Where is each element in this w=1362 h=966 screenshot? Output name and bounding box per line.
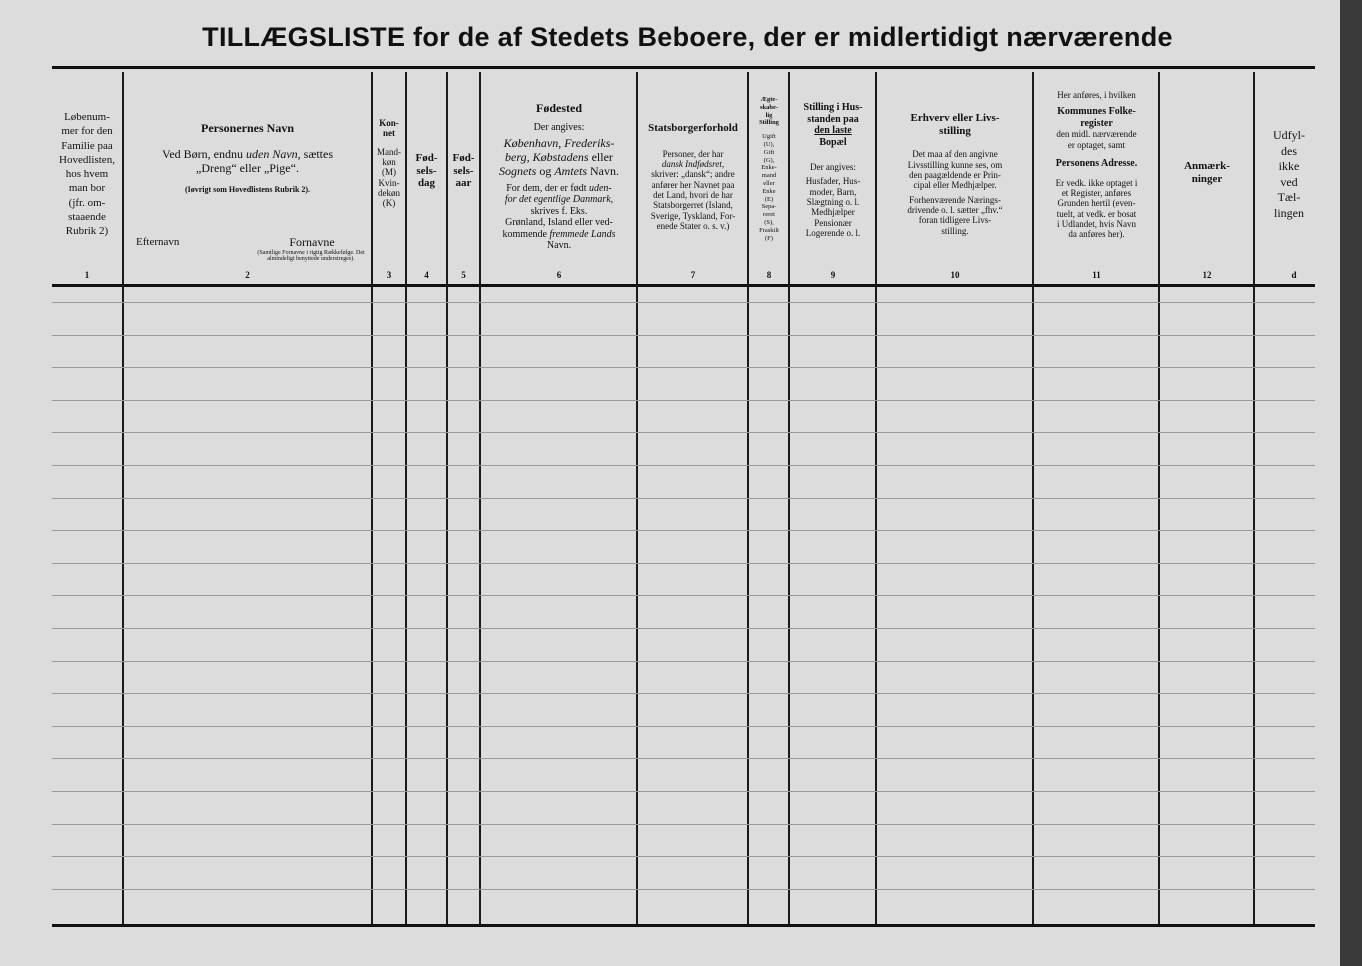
entry-row-line	[52, 856, 1315, 857]
entry-row-line	[52, 530, 1315, 531]
col3-number: 3	[386, 270, 392, 280]
entry-row-line	[52, 563, 1315, 564]
col9-number: 9	[830, 270, 836, 280]
entry-row-line	[52, 693, 1315, 694]
entry-row-line	[52, 726, 1315, 727]
entry-row-line	[52, 465, 1315, 466]
entry-row-line	[52, 791, 1315, 792]
entry-row-line	[52, 758, 1315, 759]
col6-number: 6	[556, 270, 562, 280]
forenames-subheader: Fornavne	[289, 235, 335, 249]
col5-header: Fød- sels- aar	[452, 152, 475, 190]
col4-number: 4	[424, 270, 429, 280]
col11-number: 11	[1092, 270, 1101, 280]
col8-header: Ægte- skabe- lig Stilling Ugift (U), Gift (G), Enke- mand eller Enke (E) Sepa- reret (S), Fraskilt (F)	[759, 96, 779, 242]
form-title: TILLÆGSLISTE for de af Stedets Beboere, der er midlertidigt nærværende	[202, 22, 1173, 52]
col2-number: 2	[245, 270, 250, 280]
col1-header: Løbenum- mer for den Familie paa Hovedlisten, hos hvem man bor (jfr. om- staaende Rubrik 2)	[59, 111, 115, 238]
col12-number: 12	[1202, 270, 1212, 280]
entry-row-line	[52, 432, 1315, 433]
entry-row-line	[52, 595, 1315, 596]
col1-number: 1	[84, 270, 90, 280]
col10-header: Erhverv eller Livs- stilling Det maa af den angivne Livsstilling kunne ses, om den paagældende er Prin- cipal eller Medhjælper. Forhenværende Nærings- drivende o. l. sætter „fhv.“ foran tidligere Livs- stilling.	[907, 112, 1003, 236]
col3-header: Kon- net Mand- køn (M) Kvin- dekøn (K)	[377, 118, 401, 209]
entry-row-line	[52, 661, 1315, 662]
col9-header: Stilling i Hus- standen paa den laste Bopæl Der angives: Husfader, Hus- moder, Barn, Slægtning o. l. Medhjælper Pensionær Logerende o. l.	[803, 102, 863, 239]
bottom-rule	[52, 924, 1315, 927]
surname-subheader: Efternavn	[136, 236, 180, 248]
entry-row-line	[52, 889, 1315, 890]
entry-row-line	[52, 824, 1315, 825]
entry-row-line	[52, 302, 1315, 303]
col7-number: 7	[690, 270, 696, 280]
forenames-note: (Samtlige Fornavne i rigtig Rækkefølge. Det almindeligt benyttede understreges).	[257, 250, 365, 263]
col-d-number: d	[1291, 270, 1297, 280]
top-rule	[52, 66, 1315, 69]
col10-number: 10	[950, 270, 960, 280]
col5-number: 5	[461, 270, 466, 280]
col11-header: Her anføres, i hvilken Kommunes Folke- register den midl. nærværende er optaget, samt Personens Adresse. Er vedk. ikke optaget i et Register, anføres Grunden hertil (even- tuelt, at vedk. er bosat i Udlandet, hvis Navn da anføres her).	[1055, 90, 1138, 240]
entry-row-line	[52, 335, 1315, 336]
header-bottom-rule	[52, 284, 1315, 287]
col6-header: Fødested Der angives: København, Frederiks- berg, Købstadens eller Sognets og Amtets Navn. For dem, der er født uden- for det egentlige Danmark, skrives f. Eks. Grønland, Island eller ved- kommende fremmede Lands Navn.	[498, 101, 619, 252]
col2-header: Personernes Navn Ved Børn, endnu uden Navn, sættes „Dreng“ eller „Pige“. (Iøvrigt som Hovedlistens Rubrik 2).	[162, 121, 333, 195]
entry-row-line	[52, 400, 1315, 401]
scan-edge	[1340, 0, 1362, 966]
col8-number: 8	[766, 270, 772, 280]
col12-header: Anmærk- ninger	[1184, 160, 1230, 185]
entry-row-line	[52, 367, 1315, 368]
entry-row-line	[52, 628, 1315, 629]
col-d-header: Udfyl- des ikke ved Tæl- lingen	[1273, 128, 1305, 220]
col4-header: Fød- sels- dag	[415, 152, 438, 190]
col7-header: Statsborgerforhold Personer, der har dansk Indfødsret, skriver: „dansk“; andre anfører her Navnet paa det Land, hvori de har Statsborgerret (Island, Sverige, Tyskland, For- enede Stater o. s. v.)	[648, 122, 738, 232]
entry-row-line	[52, 498, 1315, 499]
